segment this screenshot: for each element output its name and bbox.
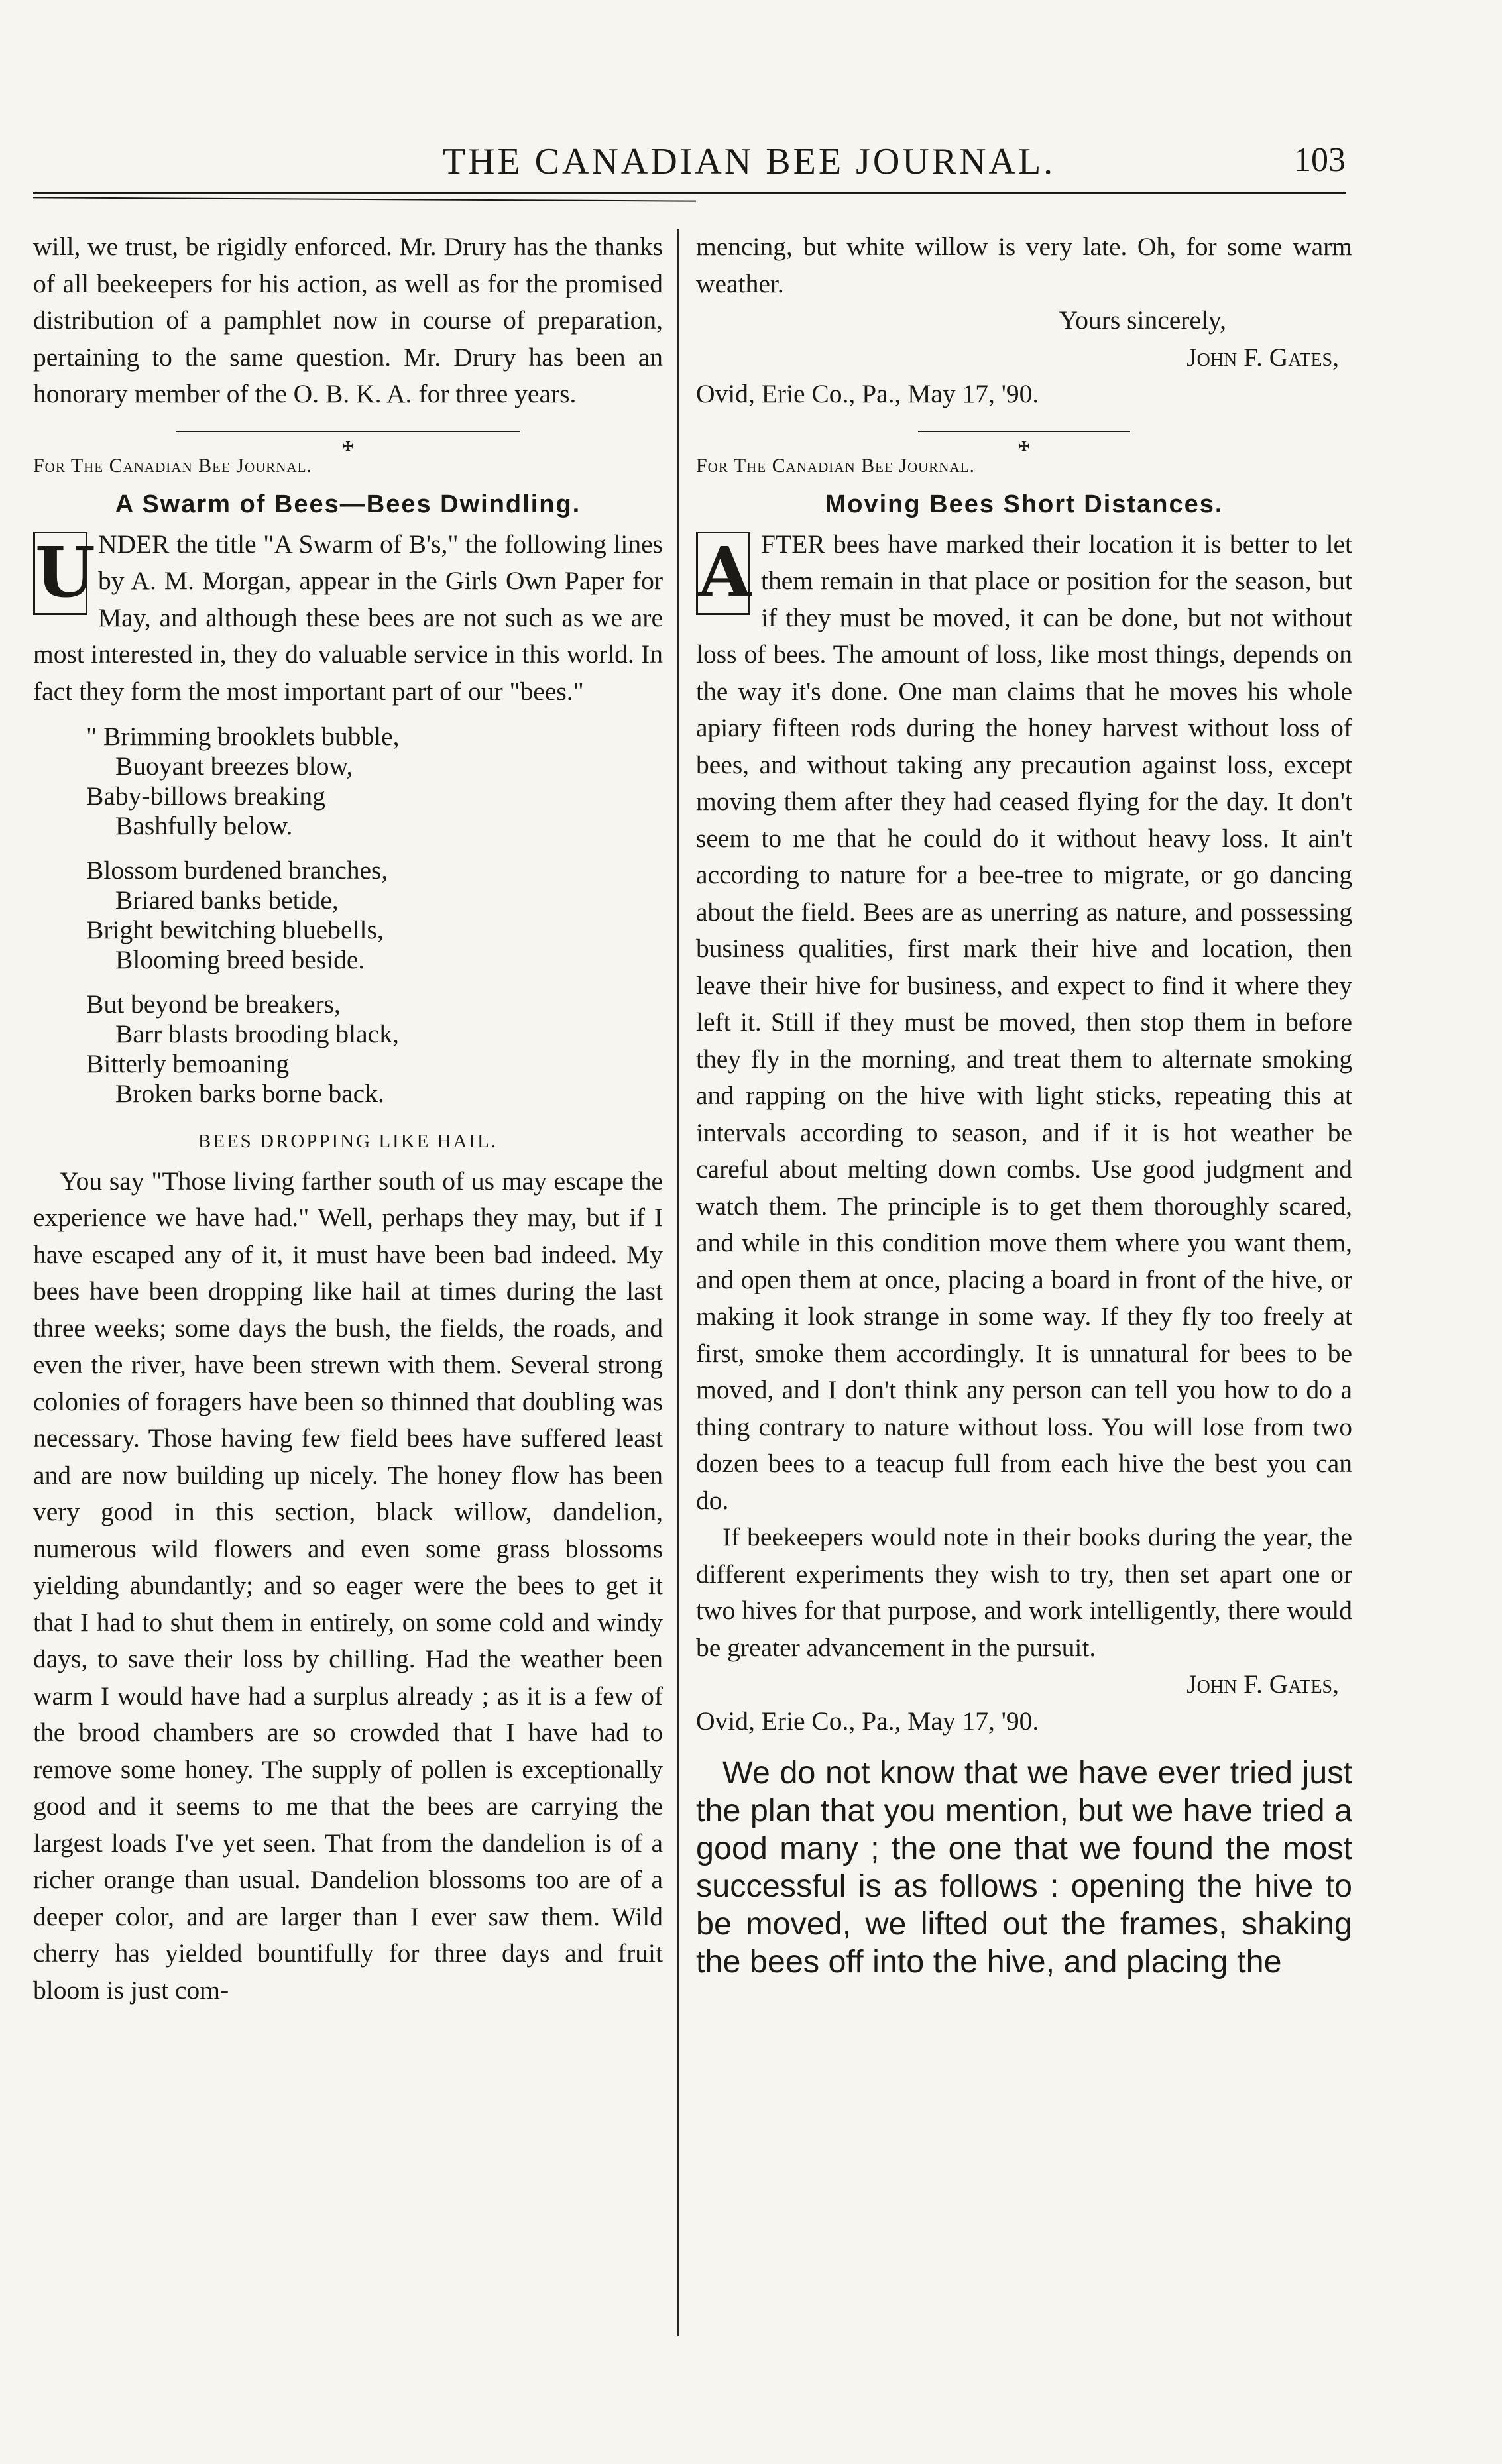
- article-paragraph: If beekeepers would note in their books during the year, the different experiments they wish to try, then set apart one or two hives for that purpose, and work intelligently, there would be greater advancement in the pursuit.: [696, 1522, 1352, 1662]
- article-title: A Swarm of Bees—Bees Dwindling.: [115, 490, 581, 518]
- column-divider: [677, 229, 679, 2336]
- poem: [86, 722, 663, 1109]
- poem-line: Bright bewitching bluebells,: [86, 915, 384, 944]
- article-signature: John F. Gates,: [1186, 1669, 1339, 1699]
- poem-line: Broken barks borne back.: [115, 1079, 384, 1108]
- letter-dateline: Ovid, Erie Co., Pa., May 17, '90.: [696, 379, 1039, 408]
- poem-line: Bashfully below.: [115, 811, 293, 840]
- poem-line: But beyond be breakers,: [86, 989, 341, 1019]
- drop-cap: U: [33, 532, 87, 615]
- article-lead: [33, 526, 663, 710]
- poem-line: Barr blasts brooding black,: [115, 1019, 399, 1048]
- letter-signature: John F. Gates,: [1186, 342, 1339, 372]
- poem-line: Buoyant breezes blow,: [115, 752, 353, 781]
- page-header: [152, 140, 1346, 200]
- poem-line: Blossom burdened branches,: [86, 856, 388, 885]
- left-column: [33, 229, 663, 2009]
- article-dateline: Ovid, Erie Co., Pa., May 17, '90.: [696, 1706, 1039, 1736]
- page-number: 103: [1294, 141, 1346, 179]
- article-continuation: will, we trust, be rigidly enforced. Mr. Drury has the thanks of all beekeepers for his action, as well as for the promised distribution of a pamphlet now in course of preparation, pertaining to the same question. Mr. Drury has been an honorary member of the O. B. K. A. for three years.: [33, 232, 663, 408]
- poem-stanza: [86, 722, 663, 841]
- poem-line: Bitterly bemoaning: [86, 1049, 290, 1078]
- article-paragraph: NDER the title "A Swarm of B's," the following lines by A. M. Morgan, appear in the Girls Own Paper for May, and although these bees are not such as we are most interested in, they do valuable service in this world. In fact they form the most important part of our "bees.": [33, 529, 663, 706]
- ornament-glyph: ✠: [1011, 438, 1037, 455]
- article-credit: For The Canadian Bee Journal.: [696, 454, 975, 476]
- article-paragraph: FTER bees have marked their location it is better to let them remain in that place or position for the season, but if they must be moved, it can be done, but not without loss of bees. The amount of loss, like most things, depends on the way it's done. One man claims that he moves his whole apiary fifteen rods during the honey harvest without loss of bees, and without taking any precaution against loss, except moving them after they had ceased flying for the day. It don't seem to me that he could do it without heavy loss. It ain't according to nature for a bee-tree to migrate, or go dancing about the field. Bees are as unerring as nature, and possessing business qualities, first mark their hive and location, then leave their hive for business, and expect to find it where they left it. Still if they must be moved, then stop them in before they fly in the morning, and treat them to alternate smoking and rapping on the hive with light sticks, repeating this at intervals according to season, and if it is hot weather be careful about melting down combs. Use good judgment and watch them. The principle is to get them thoroughly scared, and while in this condition move them where you want them, and open them at once, placing a board in front of the hive, or making it look strange in some way. If they fly too freely at first, smoke them accordingly. It is unnatural for bees to be moved, and I don't think any person can tell you how to do a thing contrary to nature without loss. You will lose from two dozen bees to a teacup full from each hive the best you can do.: [696, 529, 1352, 1515]
- poem-line: Blooming breed beside.: [115, 945, 365, 974]
- section-ornament: [918, 425, 1130, 455]
- section-subhead: BEES DROPPING LIKE HAIL.: [198, 1131, 498, 1152]
- poem-line: Briared banks betide,: [115, 885, 339, 915]
- article-title: Moving Bees Short Distances.: [825, 490, 1224, 518]
- poem-stanza: [86, 856, 663, 975]
- section-ornament: [176, 425, 520, 455]
- header-rule: [33, 192, 1346, 194]
- letter-continuation: mencing, but white willow is very late. Oh, for some warm weather.: [696, 232, 1352, 298]
- poem-stanza: [86, 989, 663, 1109]
- article-lead: [696, 526, 1352, 1520]
- article-credit: For The Canadian Bee Journal.: [33, 454, 312, 476]
- article-paragraph: You say "Those living farther south of us may escape the experience we have had." Well, perhaps they may, but if I have escaped any of it, it must have been bad indeed. My bees have been dropping like hail at times during the last three weeks; some days the bush, the fields, the roads, and even the river, have been strewn with them. Several strong colonies of foragers have been so thinned that doubling was necessary. Those having few field bees have suffered least and are now building up nicely. The honey flow has been very good in this section, black willow, dandelion, numerous wild flowers and even some grass blossoms yielding abundantly; and so eager were the bees to get it that I had to shut them in entirely, on some cold and windy days, to save their loss by chilling. Had the weather been warm I would have had a surplus already ; as it is a few of the brood chambers are so crowded that I have had to remove some honey. The supply of pollen is exceptionally good and it seems to me that the bees are carrying the largest loads I've yet seen. That from the dandelion is of a richer orange than usual. Dandelion blossoms too are of a deeper color, and are larger than I ever saw them. Wild cherry has yielded bountifully for three days and fruit bloom is just com-: [33, 1166, 663, 2005]
- running-head: THE CANADIAN BEE JOURNAL.: [442, 141, 1056, 182]
- letter-closing: Yours sincerely,: [1059, 306, 1226, 335]
- drop-cap: A: [696, 532, 750, 615]
- editor-reply: We do not know that we have ever tried just the plan that you mention, but we have tried a good many ; the one that we found the most successful is as follows : opening the hive to be moved, we lifted out the frames, shaking the bees off into the hive, and placing the: [696, 1755, 1352, 1980]
- poem-line: Baby-billows breaking: [86, 781, 325, 811]
- poem-line: " Brimming brooklets bubble,: [86, 722, 400, 751]
- ornament-glyph: ✠: [335, 438, 361, 455]
- right-column: [696, 229, 1352, 1981]
